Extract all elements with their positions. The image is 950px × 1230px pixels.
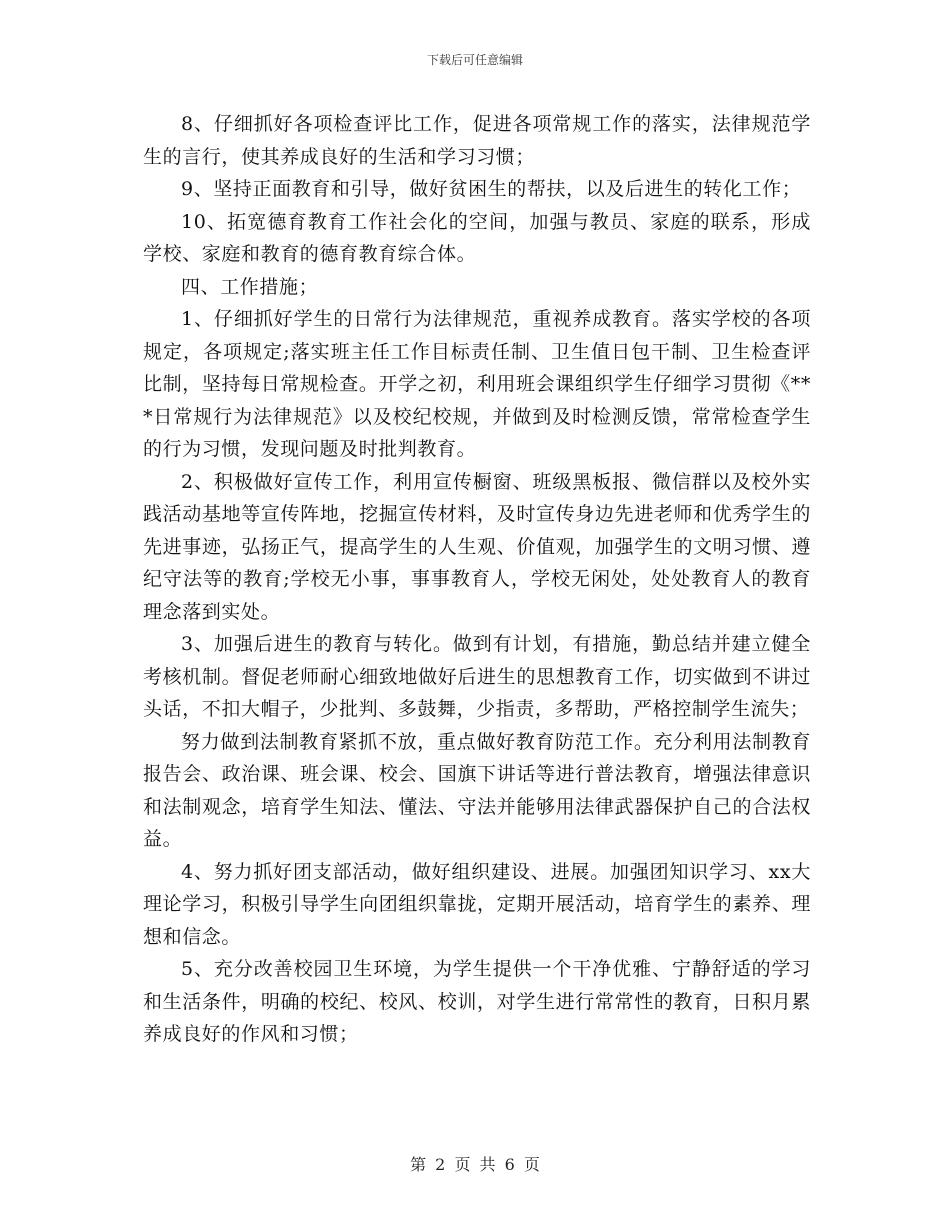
paragraph-legal-education: 努力做到法制教育紧抓不放，重点做好教育防范工作。充分利用法制教育报告会、政治课、班会课、校会、国旗下讲话等进行普法教育，增强法律意识和法制观念，培育学生知法、懂法、守法并能够用法律武器保护自己的合法权益。 (143, 730, 811, 850)
section-heading-measures: 四、工作措施； (181, 275, 319, 298)
paragraph-measure-5: 5、充分改善校园卫生环境，为学生提供一个干净优雅、宁静舒适的学习和生活条件，明确的校纪、校风、校训，对学生进行常常性的教育，日积月累养成良好的作风和习惯； (143, 958, 811, 1045)
paragraph-measure-2: 2、积极做好宣传工作，利用宣传橱窗、班级黑板报、微信群以及校外实践活动基地等宣传阵地，挖掘宣传材料，及时宣传身边先进老师和优秀学生的先进事迹，弘扬正气，提高学生的人生观、价值观，加强学生的文明习惯、遵纪守法等的教育;学校无小事，事事教育人，学校无闲处，处处教育人的教育理念落到实处。 (143, 470, 811, 623)
paragraph-measure-3: 3、加强后进生的教育与转化。做到有计划，有措施，勤总结并建立健全考核机制。督促老师耐心细致地做好后进生的思想教育工作，切实做到不讲过头话，不扣大帽子，少批判、多鼓舞，少指责，多帮助，严格控制学生流失； (143, 633, 811, 720)
paragraph-measure-4: 4、努力抓好团支部活动，做好组织建设、进展。加强团知识学习、xx大理论学习，积极引导学生向团组织靠拢，定期开展活动，培育学生的素养、理想和信念。 (143, 860, 811, 948)
paragraph-measure-1: 1、仔细抓好学生的日常行为法律规范，重视养成教育。落实学校的各项规定，各项规定;落实班主任工作目标责任制、卫生值日包干制、卫生检查评比制，坚持每日常规检查。开学之初，利用班会课组织学生仔细学习贯彻《***日常规行为法律规范》以及校纪校规，并做到及时检测反馈，常常检查学生的行为习惯，发现问题及时批判教育。 (143, 308, 811, 460)
document-body (143, 108, 811, 1051)
page-header-note: 下载后可任意编辑 (426, 53, 523, 67)
paragraph-item-10: 10、拓宽德育教育工作社会化的空间，加强与教员、家庭的联系，形成学校、家庭和教育的德育教育综合体。 (143, 210, 811, 265)
page-number: 第 2 页 共 6 页 (410, 1155, 540, 1174)
paragraph-item-8: 8、仔细抓好各项检查评比工作，促进各项常规工作的落实，法律规范学生的言行，使其养成良好的生活和学习习惯； (143, 113, 811, 168)
paragraph-item-9: 9、坚持正面教育和引导，做好贫困生的帮扶，以及后进生的转化工作； (181, 178, 802, 200)
